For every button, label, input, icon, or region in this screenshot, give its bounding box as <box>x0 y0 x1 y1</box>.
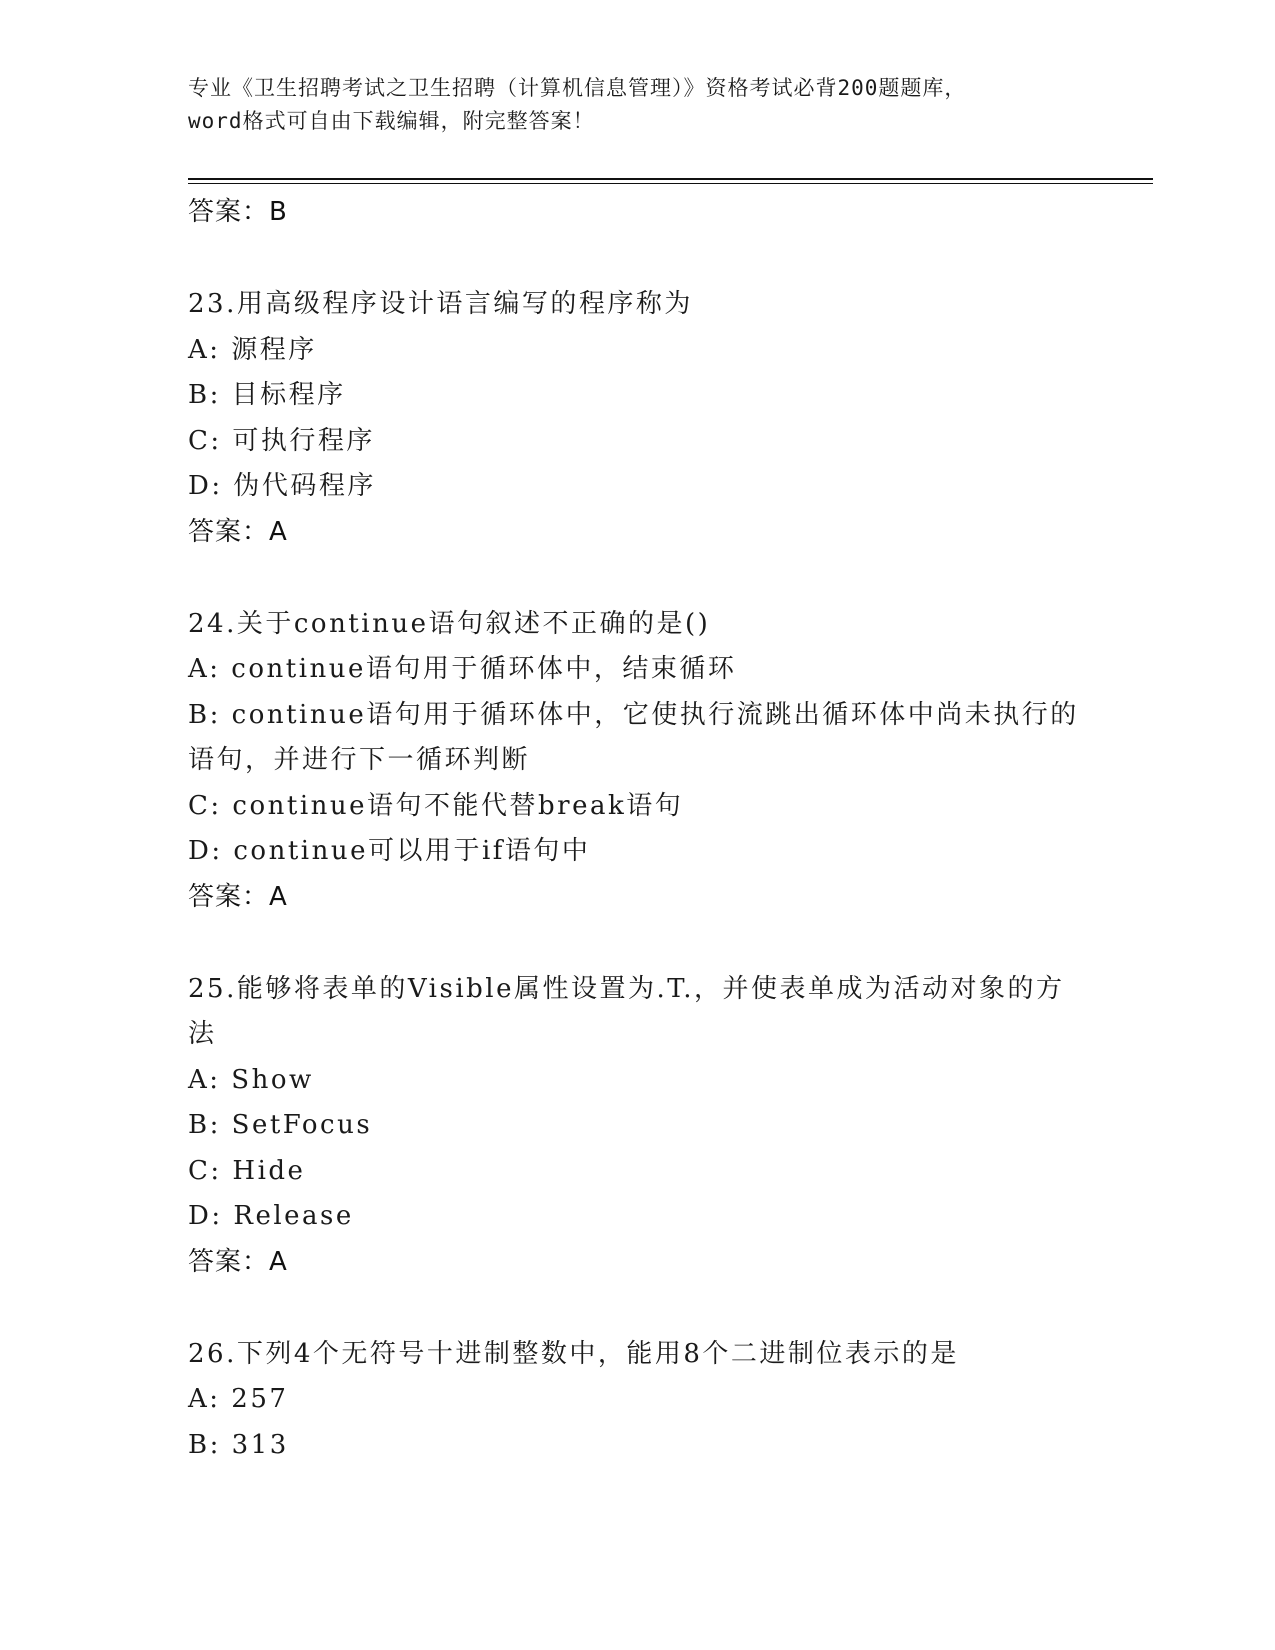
spacer <box>188 554 1088 602</box>
option-a: A: 源程序 <box>188 334 317 365</box>
option-b: B: SetFocus <box>188 1110 373 1140</box>
option-a: A: continue语句用于循环体中，结束循环 <box>188 654 737 684</box>
option-b: B: continue语句用于循环体中，它使执行流跳出循环体中尚未执行的语句，并进行下一循环判断 <box>188 699 1079 775</box>
option-d: D: Release <box>188 1201 354 1231</box>
question-23 <box>188 282 1088 554</box>
answer-line: 答案：A <box>188 1246 288 1277</box>
option-a: A: 257 <box>188 1384 289 1414</box>
option-c: C: Hide <box>188 1155 306 1186</box>
question-24 <box>188 602 1088 919</box>
answer-line: 答案：A <box>188 881 288 912</box>
option-d: D: continue可以用于if语句中 <box>188 836 591 866</box>
spacer <box>188 1284 1088 1332</box>
header-line-1: 专业《卫生招聘考试之卫生招聘（计算机信息管理）》资格考试必背200题题库， <box>188 76 967 100</box>
header-rule-thick <box>188 178 1153 180</box>
option-a: A: Show <box>188 1064 314 1095</box>
previous-answer: 答案：B <box>188 197 288 227</box>
spacer <box>188 234 1088 282</box>
question-text: 25.能够将表单的Visible属性设置为.T.，并使表单成为活动对象的方法 <box>188 973 1065 1049</box>
spacer <box>188 919 1088 967</box>
question-text: 23.用高级程序设计语言编写的程序称为 <box>188 289 693 319</box>
question-25 <box>188 967 1088 1284</box>
header-rule-thin <box>188 183 1153 184</box>
question-list <box>188 190 1088 1468</box>
option-c: C: 可执行程序 <box>188 425 375 456</box>
question-text: 24.关于continue语句叙述不正确的是() <box>188 608 711 639</box>
document-header <box>188 72 1088 138</box>
option-b: B: 目标程序 <box>188 380 346 410</box>
question-text: 26.下列4个无符号十进制整数中，能用8个二进制位表示的是 <box>188 1338 959 1369</box>
question-26 <box>188 1332 1088 1469</box>
header-line-2: word格式可自由下载编辑，附完整答案！ <box>188 109 595 133</box>
option-b: B: 313 <box>188 1429 289 1460</box>
answer-line: 答案：A <box>188 516 288 547</box>
option-d: D: 伪代码程序 <box>188 471 376 501</box>
option-c: C: continue语句不能代替break语句 <box>188 790 684 821</box>
